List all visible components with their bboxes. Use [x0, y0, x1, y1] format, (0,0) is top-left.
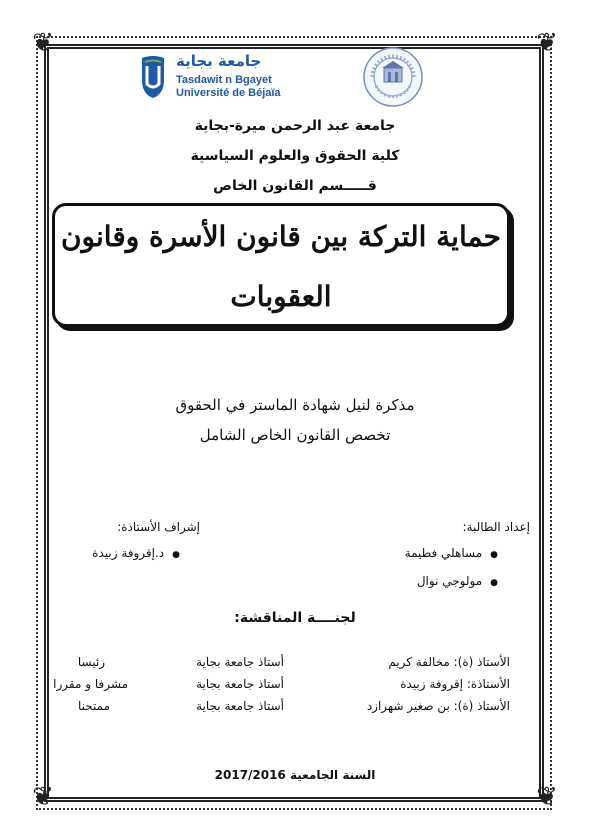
university-name: جامعة عبد الرحمن ميرة-بجاية [194, 118, 396, 134]
university-emblem-icon [136, 54, 170, 100]
supervisor-name: ● د.إقروفة زبيدة [92, 546, 180, 560]
logo-line-1: Tasdawit n Bgayet [176, 74, 272, 86]
committee-member-role: ممتحنا [77, 699, 110, 713]
thesis-title-line-1: حماية التركة بين قانون الأسرة وقانون [60, 220, 501, 253]
committee-member-name: الأستاذ (ة): بن صغير شهرازد [366, 699, 510, 713]
committee-title: لجنــــة المناقشة: [234, 610, 356, 626]
faculty-seal-logo [362, 46, 424, 108]
supervisor-label: إشراف الأستاذة: [117, 520, 200, 534]
thesis-specialty: تخصص القانون الخاص الشامل [199, 426, 391, 444]
committee-member-name: الأستاذ (ة): مخالفة كريم [388, 655, 510, 669]
thesis-title-line-2: العقوبات [230, 280, 332, 313]
corner-ornament-icon: ❦ [32, 28, 54, 58]
corner-ornament-icon: ❦ [536, 28, 558, 58]
committee-member-role: مشرفا و مقررا [53, 677, 128, 691]
student-name: ● مساهلي فطيمة [405, 546, 498, 560]
corner-ornament-icon: ❦ [536, 782, 558, 812]
faculty-name: كلية الحقوق والعلوم السياسية [190, 148, 400, 164]
student-name: ● مولوجي نوال [417, 574, 498, 588]
committee-member-affiliation: أستاذ جامعة بجاية [196, 699, 284, 713]
committee-member-role: رئيسا [77, 655, 105, 669]
logo-line-2: Université de Béjaïa [176, 87, 281, 99]
students-label: إعداد الطالبة: [462, 520, 530, 534]
committee-member-affiliation: أستاذ جامعة بجاية [196, 677, 284, 691]
academic-year: السنة الجامعية 2017/2016 [214, 768, 376, 782]
university-logo [136, 52, 288, 104]
logo-arabic-text: جامعة بجاية [176, 52, 262, 70]
corner-ornament-icon: ❦ [32, 782, 54, 812]
committee-member-affiliation: أستاذ جامعة بجاية [196, 655, 284, 669]
committee-member-name: الأستاذة: إقروفة زبيدة [400, 677, 510, 691]
department-name: قـــــسم القانون الخاص [213, 178, 377, 194]
thesis-purpose: مذكرة لنيل شهادة الماستر في الحقوق [175, 396, 415, 414]
